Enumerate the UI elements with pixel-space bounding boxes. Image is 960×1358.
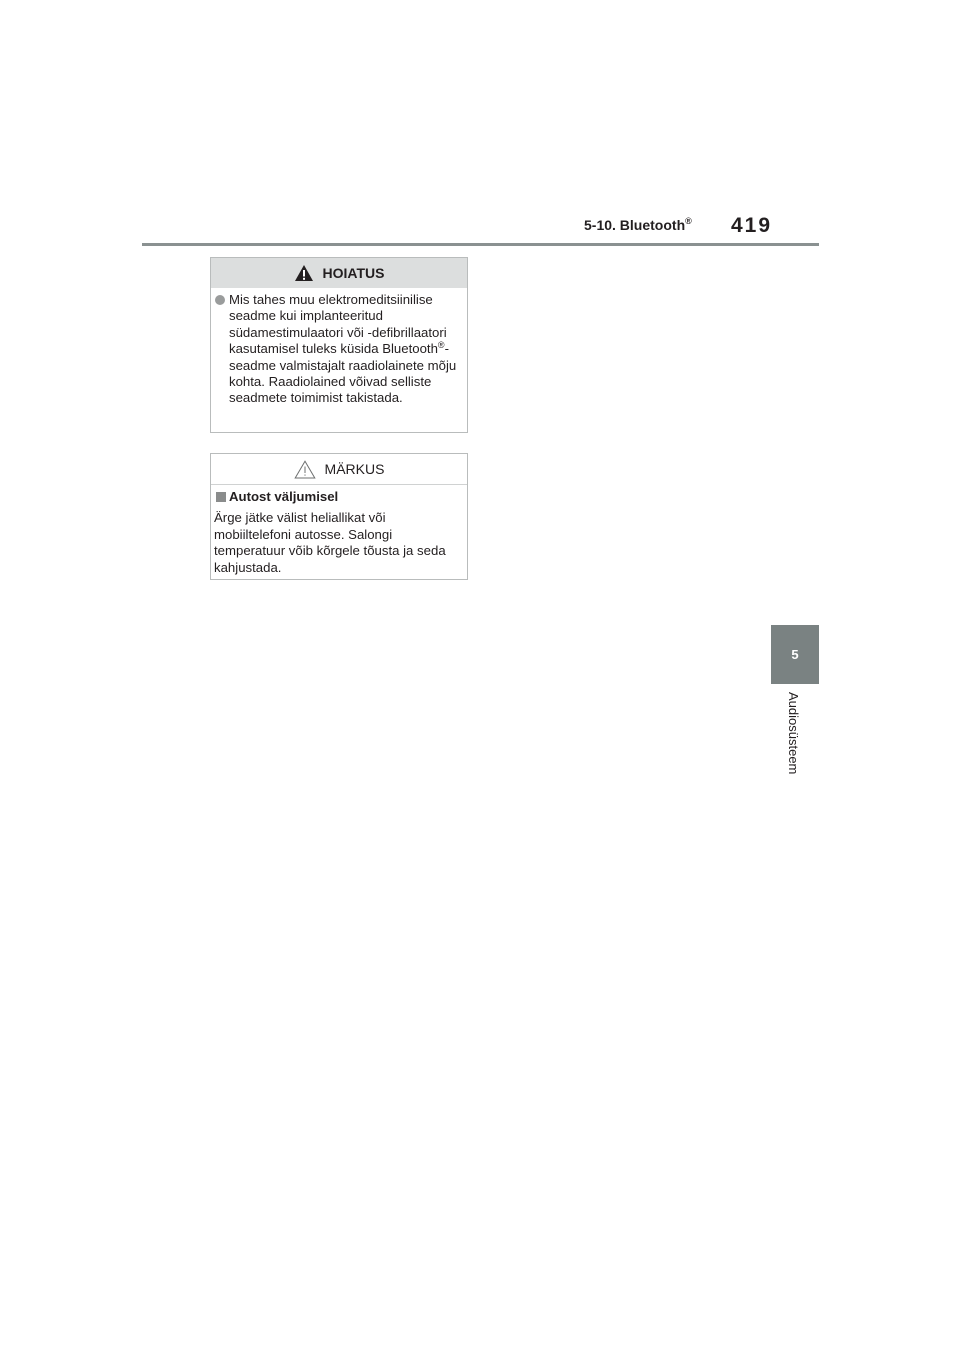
square-bullet-icon xyxy=(216,492,226,502)
warning-header xyxy=(211,258,467,288)
warning-box xyxy=(210,257,468,433)
registered-mark: ® xyxy=(685,216,692,226)
header-rule xyxy=(142,243,819,246)
registered-mark: ® xyxy=(437,340,445,351)
caution-triangle-outline-icon xyxy=(294,460,316,479)
notice-text: Ärge jätke välist heliallikat või mobiiltelefoni autosse. Salongi temperatuur võib kõrgele tõusta ja seda kahjustada. xyxy=(214,510,446,575)
chapter-label: Audiosüsteem xyxy=(786,692,801,775)
notice-heading-text: Autost väljumisel xyxy=(229,489,339,504)
section-title xyxy=(584,216,692,233)
warning-text: Mis tahes muu elektromeditsiinilise seadme kui implanteeritud südamestimulaatori või -defibrillaatori kasutamisel tuleks küsida Bluetooth xyxy=(229,292,447,357)
warning-body xyxy=(211,288,467,407)
notice-box xyxy=(210,453,468,580)
notice-heading xyxy=(214,489,459,505)
notice-header xyxy=(211,454,467,485)
notice-body xyxy=(211,485,467,576)
page-number: 419 xyxy=(731,214,773,237)
chapter-tab xyxy=(771,625,819,684)
section-title-text: 5-10. Bluetooth xyxy=(584,217,686,233)
chapter-number: 5 xyxy=(791,647,799,662)
notice-title: MÄRKUS xyxy=(324,461,385,477)
warning-triangle-filled-icon xyxy=(294,264,314,282)
warning-title: HOIATUS xyxy=(322,265,385,281)
warning-text-continued: -seadme valmistajalt raadiolainete mõju kohta. Raadiolained võivad selliste seadmete toimimist takistada. xyxy=(229,341,457,406)
bullet-dot-icon xyxy=(215,295,225,305)
